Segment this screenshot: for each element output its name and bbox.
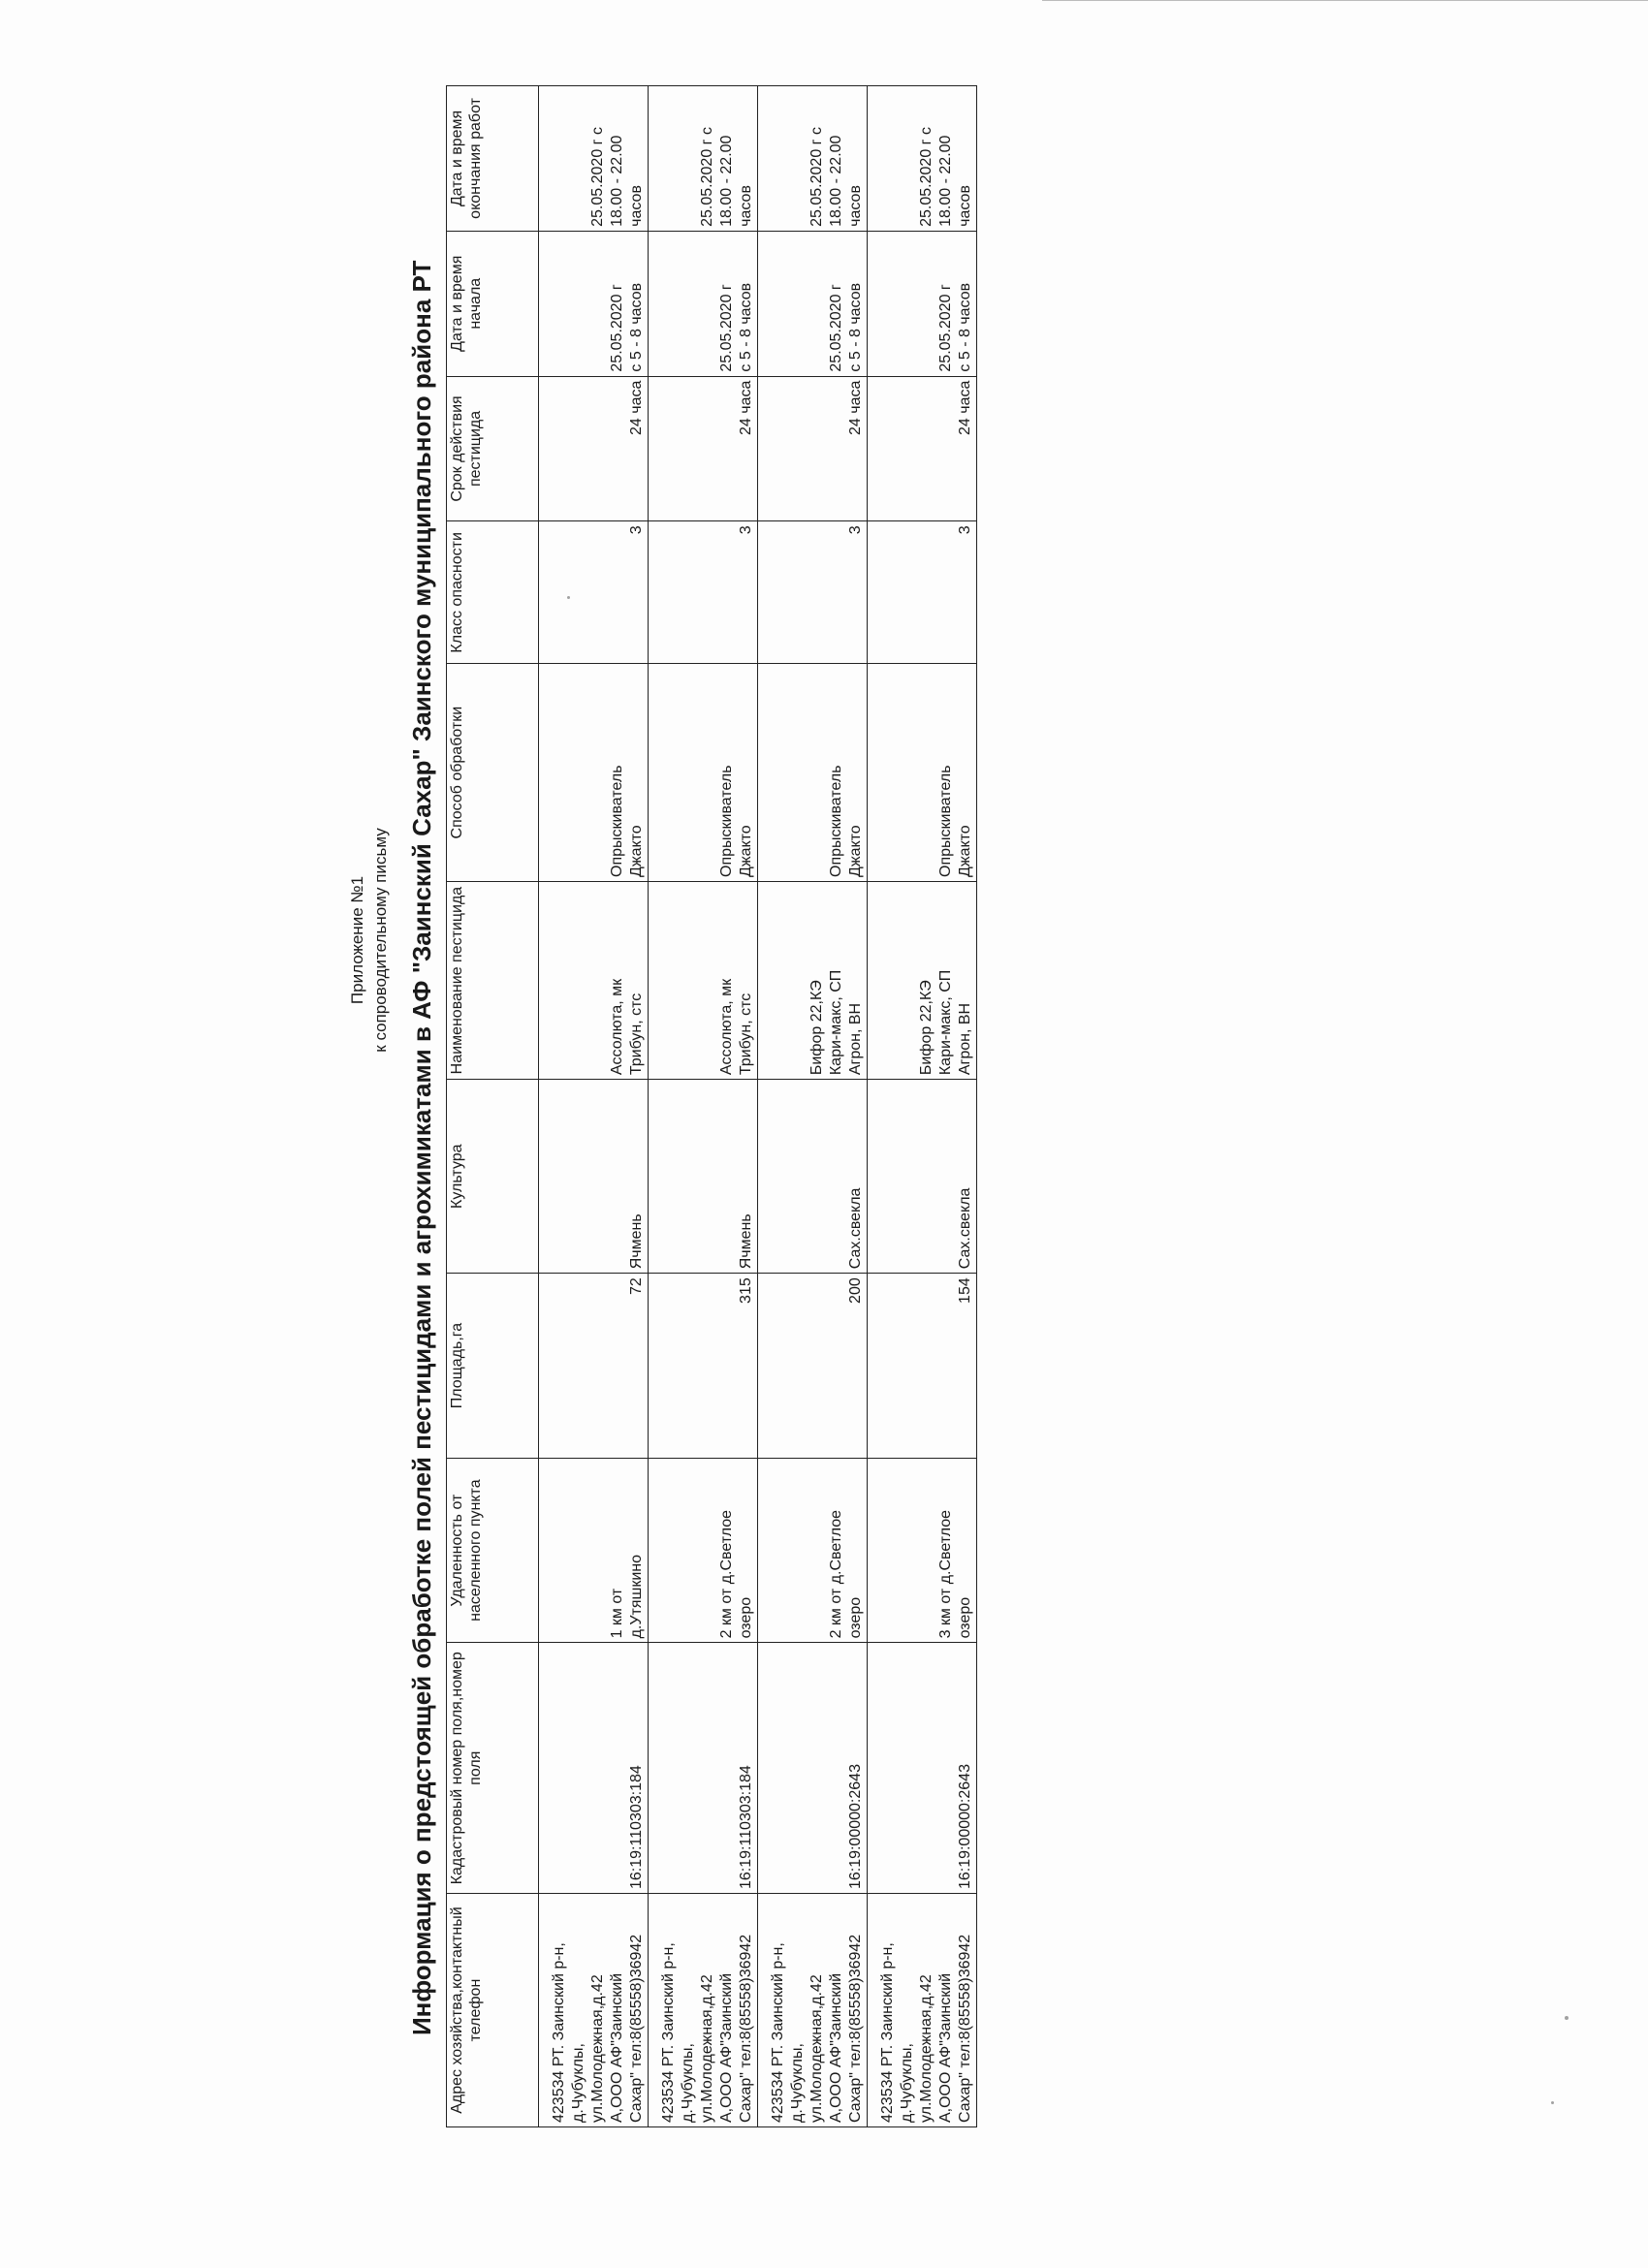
appendix-label: Приложение №1 <box>348 875 366 1005</box>
address-text: 423534 РТ. Заинский р-н, д.Чубуклы, ул.Молодежная,д.42 А,ООО АФ"Заинский Сахар" тел:8(85558)36942 <box>879 1934 973 2123</box>
cell-cadastre: 16:19:110303:184 <box>539 1643 649 1894</box>
method-text: Опрыскиватель Джакто <box>937 765 973 877</box>
cell-crop: Ячмень <box>649 1080 758 1274</box>
address-text: 423534 РТ. Заинский р-н, д.Чубуклы, ул.Молодежная,д.42 А,ООО АФ"Заинский Сахар" тел:8(85558)36942 <box>770 1934 864 2123</box>
method-text: Опрыскиватель Джакто <box>609 765 645 877</box>
cell-start <box>539 231 649 376</box>
cell-address <box>758 1894 868 2127</box>
cell-distance <box>868 1458 977 1643</box>
pesticide-text: Бифор 22,КЭ Кари-макс, СП Агрон, ВН <box>918 969 973 1076</box>
cell-method <box>758 664 868 882</box>
cell-area: 200 <box>758 1274 868 1459</box>
cell-term: 24 часа <box>649 376 758 521</box>
cell-area: 154 <box>868 1274 977 1459</box>
header-term: Срок действия пестицида <box>447 376 539 521</box>
cell-distance <box>539 1458 649 1643</box>
scan-speck <box>1565 2016 1569 2020</box>
address-text: 423534 РТ. Заинский р-н, д.Чубуклы, ул.Молодежная,д.42 А,ООО АФ"Заинский Сахар" тел:8(85558)36942 <box>551 1934 645 2123</box>
start-text: 25.05.2020 г с 5 - 8 часов <box>828 282 864 372</box>
pesticide-text: Ассолюта, мк Трибун, стс <box>718 978 754 1076</box>
cell-pesticide <box>758 881 868 1079</box>
cell-pesticide <box>868 881 977 1079</box>
cell-pesticide <box>649 881 758 1079</box>
distance-text: 3 км от д.Светлое озеро <box>937 1509 973 1639</box>
start-text: 25.05.2020 г с 5 - 8 часов <box>937 282 973 372</box>
start-text: 25.05.2020 г с 5 - 8 часов <box>609 282 645 372</box>
rotated-sheet <box>291 82 1377 2127</box>
cell-term: 24 часа <box>758 376 868 521</box>
cell-crop: Ячмень <box>539 1080 649 1274</box>
end-text: 25.05.2020 г с 18.00 - 22.00 часов <box>918 127 973 227</box>
cell-address <box>649 1894 758 2127</box>
end-text: 25.05.2020 г с 18.00 - 22.00 часов <box>589 127 645 227</box>
cell-start <box>758 231 868 376</box>
header-address: Адрес хозяйства,контактный телефон <box>447 1894 539 2127</box>
address-text: 423534 РТ. Заинский р-н, д.Чубуклы, ул.Молодежная,д.42 А,ООО АФ"Заинский Сахар" тел:8(85558)36942 <box>660 1934 754 2123</box>
header-area: Площадь,га <box>447 1274 539 1459</box>
distance-text: 2 км от д.Светлое озеро <box>828 1509 864 1639</box>
header-start: Дата и время начала <box>447 231 539 376</box>
cell-hazard-class: 3 <box>758 521 868 664</box>
cell-cadastre: 16:19:00000:2643 <box>758 1643 868 1894</box>
cell-cadastre: 16:19:110303:184 <box>649 1643 758 1894</box>
cell-area: 72 <box>539 1274 649 1459</box>
cell-hazard-class: 3 <box>868 521 977 664</box>
cell-distance <box>649 1458 758 1643</box>
scan-speck <box>567 596 570 599</box>
header-distance: Удаленность от населенного пункта <box>447 1458 539 1643</box>
cell-cadastre: 16:19:00000:2643 <box>868 1643 977 1894</box>
cell-method <box>539 664 649 882</box>
cell-crop: Сах.свекла <box>868 1080 977 1274</box>
cell-area: 315 <box>649 1274 758 1459</box>
scan-edge-line <box>1042 0 1648 1</box>
pesticide-treatment-table <box>446 85 977 2127</box>
table-row <box>649 86 758 2127</box>
cell-hazard-class: 3 <box>539 521 649 664</box>
header-method: Способ обработки <box>447 664 539 882</box>
header-end: Дата и время окончания работ <box>447 86 539 232</box>
cell-address <box>868 1894 977 2127</box>
cell-distance <box>758 1458 868 1643</box>
cell-start <box>868 231 977 376</box>
cell-method <box>649 664 758 882</box>
method-text: Опрыскиватель Джакто <box>718 765 754 877</box>
cell-end <box>539 86 649 232</box>
cell-end <box>649 86 758 232</box>
cell-end <box>758 86 868 232</box>
table-row <box>868 86 977 2127</box>
cell-start <box>649 231 758 376</box>
header-hazard-class: Класс опасности <box>447 521 539 664</box>
table-row <box>758 86 868 2127</box>
end-text: 25.05.2020 г с 18.00 - 22.00 часов <box>808 127 864 227</box>
document-title: Информация о предстоящей обработке полей пестицидами и агрохимикатами в АФ "Заинский Сахар" Заинского муниципального района РТ <box>407 260 436 2035</box>
table-row <box>539 86 649 2127</box>
cell-hazard-class: 3 <box>649 521 758 664</box>
appendix-subtitle: к сопроводительному письму <box>371 828 390 1053</box>
header-crop: Культура <box>447 1080 539 1274</box>
distance-text: 1 км от д.Утяшкино <box>609 1554 645 1639</box>
cell-address <box>539 1894 649 2127</box>
start-text: 25.05.2020 г с 5 - 8 часов <box>718 282 754 372</box>
header-cadastre: Кадастровый номер поля,номер поля <box>447 1643 539 1894</box>
pesticide-text: Ассолюта, мк Трибун, стс <box>609 978 645 1076</box>
cell-term: 24 часа <box>539 376 649 521</box>
scan-speck <box>1551 2101 1554 2104</box>
cell-pesticide <box>539 881 649 1079</box>
cell-term: 24 часа <box>868 376 977 521</box>
cell-end <box>868 86 977 232</box>
cell-crop: Сах.свекла <box>758 1080 868 1274</box>
distance-text: 2 км от д.Светлое озеро <box>718 1509 754 1639</box>
pesticide-text: Бифор 22,КЭ Кари-макс, СП Агрон, ВН <box>808 969 864 1076</box>
method-text: Опрыскиватель Джакто <box>828 765 864 877</box>
end-text: 25.05.2020 г с 18.00 - 22.00 часов <box>699 127 754 227</box>
header-pesticide: Наименование пестицида <box>447 881 539 1079</box>
table-header-row <box>447 86 539 2127</box>
cell-method <box>868 664 977 882</box>
